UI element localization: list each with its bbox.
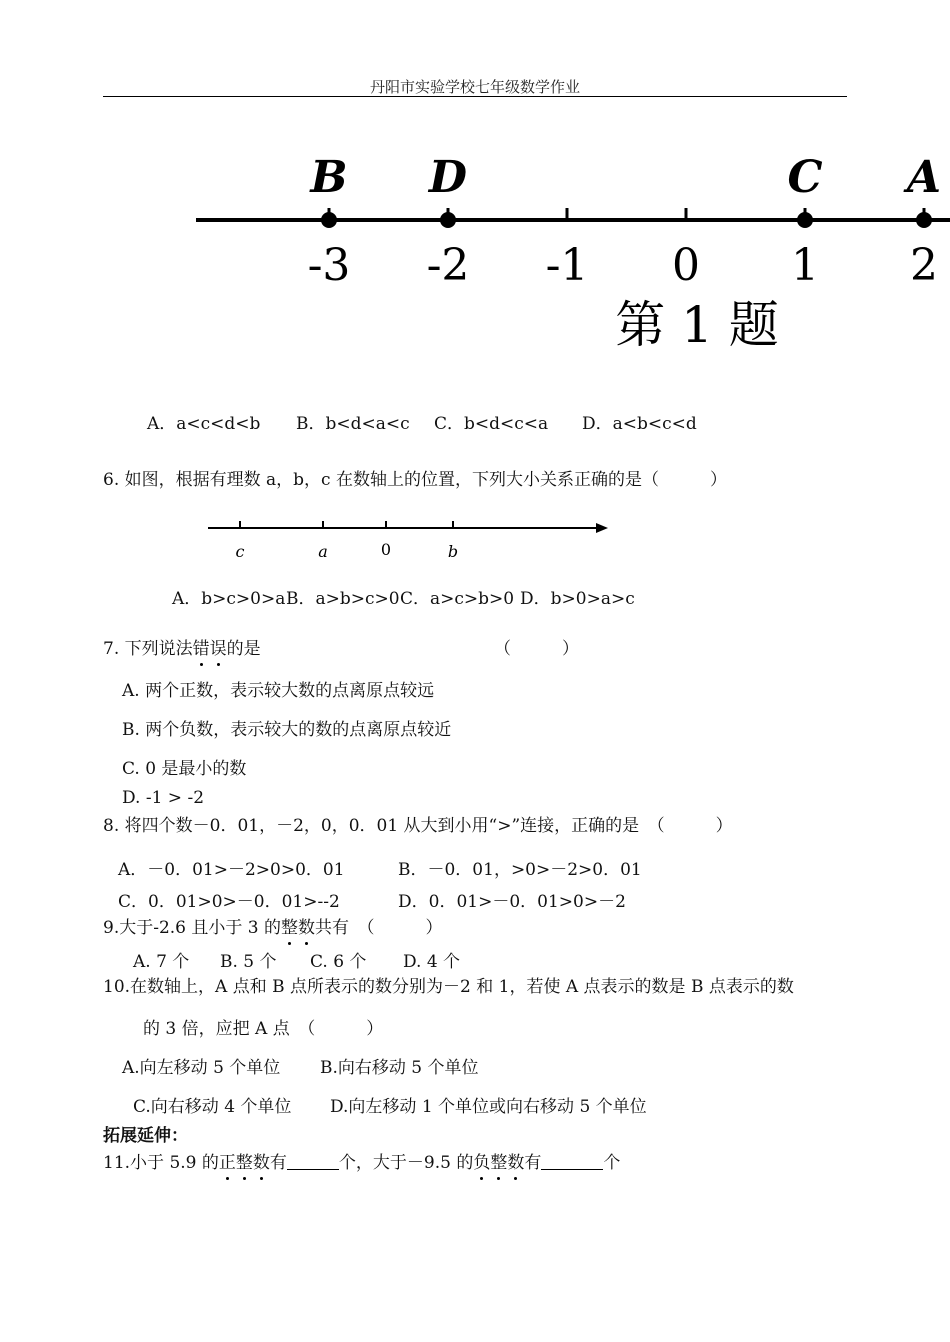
q9-option-c: C. 6 个: [310, 952, 367, 972]
q8-option-c: C．0．01>0>－0．01>--2: [118, 892, 340, 912]
q6-option-a: A．b>c>0>a: [172, 589, 286, 609]
q7-stem: 7. 下列说法错误的是: [103, 639, 261, 659]
answer-blank-1[interactable]: [287, 1153, 339, 1170]
q7-option-c: C. 0 是最小的数: [122, 759, 247, 779]
q6-label-0: 0: [380, 540, 392, 559]
tick-label-3: 0: [672, 240, 700, 291]
figure-caption: 第 1 题: [615, 296, 779, 354]
point-dot-D: [440, 212, 456, 228]
emphasis-dot: 错: [192, 639, 210, 659]
q6-number-line: [200, 512, 620, 572]
q5-option-a: A．a<c<d<b: [147, 414, 261, 434]
tick-label-2: -1: [545, 240, 589, 291]
emphasis-dot: 数: [507, 1153, 525, 1173]
figure-1-number-line: [0, 110, 950, 360]
q6-stem: 6. 如图，根据有理数 a，b，c 在数轴上的位置，下列大小关系正确的是（ ）: [103, 470, 727, 490]
q6-label-b: b: [447, 542, 459, 561]
q6-option-d: D．b>0>a>c: [520, 589, 635, 609]
tick-label-5: 2: [910, 240, 938, 291]
point-dot-B: [321, 212, 337, 228]
emphasis-dot: 整: [490, 1153, 508, 1173]
q6-option-b: B．a>b>c>0: [286, 589, 400, 609]
q10-stem-line1: 10.在数轴上，A 点和 B 点所表示的数分别为－2 和 1，若使 A 点表示的数是 B 点表示的数: [103, 977, 794, 997]
q7-answer-paren: （ ）: [494, 639, 579, 659]
q10-option-c: C.向右移动 4 个单位: [133, 1097, 292, 1117]
q8-option-d: D．0．01>－0．01>0>－2: [398, 892, 626, 912]
q9-option-d: D. 4 个: [403, 952, 461, 972]
q7-option-b: B. 两个负数，表示较大的数的点离原点较近: [122, 720, 452, 740]
header-divider: [103, 96, 847, 97]
q5-option-d: D．a<b<c<d: [582, 414, 697, 434]
q9-option-b: B. 5 个: [220, 952, 277, 972]
answer-blank-2[interactable]: [541, 1153, 603, 1170]
q8-option-b: B．－0．01，>0>－2>0．01: [398, 860, 642, 880]
point-dot-C: [797, 212, 813, 228]
emphasis-dot: 负: [473, 1153, 491, 1173]
section-title-extension: 拓展延伸：: [103, 1126, 188, 1146]
q7-option-a: A. 两个正数，表示较大数的点离原点较远: [122, 681, 435, 701]
page-header: 丹阳市实验学校七年级数学作业: [369, 78, 580, 96]
q11-stem: 11.小于 5.9 的正整数有 个，大于－9.5 的负整数有 个: [103, 1153, 621, 1173]
q7-option-d: D. -1 > -2: [122, 788, 205, 808]
q10-option-d: D.向左移动 1 个单位或向右移动 5 个单位: [330, 1097, 647, 1117]
q6-label-c: c: [235, 542, 245, 561]
point-dot-A: [916, 212, 932, 228]
q10-option-b: B.向右移动 5 个单位: [320, 1058, 479, 1078]
tick-label-4: 1: [791, 240, 819, 291]
point-label-A: A: [906, 152, 942, 203]
tick-label-0: -3: [307, 240, 351, 291]
q5-option-c: C．b<d<c<a: [434, 414, 549, 434]
point-label-D: D: [428, 152, 468, 203]
q9-stem: 9.大于-2.6 且小于 3 的整数共有 （ ）: [103, 918, 443, 938]
q6-option-c: C．a>c>b>0: [400, 589, 515, 609]
emphasis-dot: 整: [281, 918, 299, 938]
tick-label-1: -2: [426, 240, 470, 291]
emphasis-dot: 数: [298, 918, 316, 938]
q6-label-a: a: [318, 542, 328, 561]
q8-option-a: A．－0．01>－2>0>0．01: [118, 860, 345, 880]
emphasis-dot: 整: [235, 1153, 253, 1173]
q5-option-b: B．b<d<a<c: [296, 414, 410, 434]
q6-axis-arrow: [596, 523, 608, 533]
q10-stem-line2: 的 3 倍，应把 A 点 （ ）: [143, 1019, 384, 1039]
emphasis-dot: 误: [209, 639, 227, 659]
q9-option-a: A. 7 个: [133, 952, 190, 972]
emphasis-dot: 数: [252, 1153, 270, 1173]
point-label-C: C: [787, 152, 823, 203]
q10-option-a: A.向左移动 5 个单位: [122, 1058, 281, 1078]
point-label-B: B: [310, 152, 348, 203]
emphasis-dot: 正: [218, 1153, 236, 1173]
q8-stem: 8. 将四个数－0．01，－2，0，0．01 从大到小用“>”连接，正确的是 （ ）: [103, 816, 733, 836]
